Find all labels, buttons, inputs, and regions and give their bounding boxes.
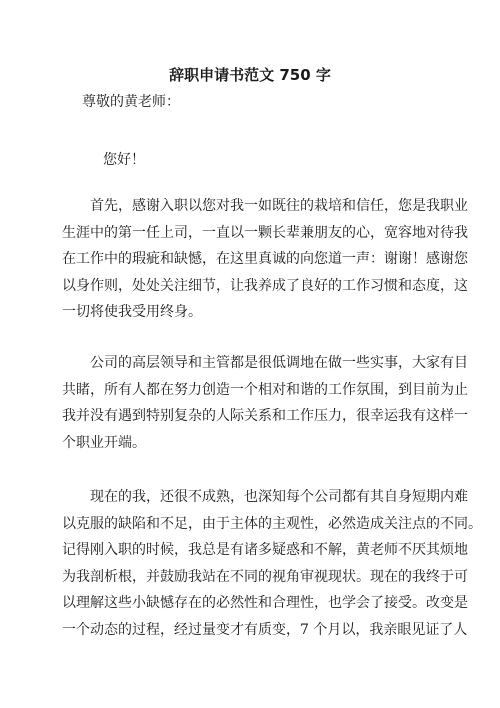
text-line: 公司的高层领导和主管都是很低调地在做一些实事，大家有目 (62, 355, 468, 371)
text-line: 一个动态的过程，经过量变才有质变，7 个月以，我亲眼见证了人 (62, 621, 468, 638)
text-line: 为我剖析根，并鼓励我站在不同的视角审视现状。现在的我终于可 (62, 568, 468, 585)
text-line: 以理解这些小缺憾存在的必然性和合理性，也学会了接受。改变是 (62, 595, 468, 611)
text-line: 首先，感谢入职以您对我一如既往的栽培和信任，您是我职业 (62, 198, 468, 214)
text-line: 以身作则，处处关注细节，让我养成了良好的工作习惯和态度，这 (62, 277, 468, 294)
text-line: 以克服的缺陷和不足，由于主体的主观性，必然造成关注点的不同。 (62, 515, 482, 532)
document-title: 辞职申请书范文 750 字 (169, 66, 331, 84)
greeting: 您好！ (103, 152, 145, 168)
text-line: 记得刚入职的时候，我总是有诸多疑惑和不解，黄老师不厌其烦地 (62, 542, 468, 558)
text-line: 共睹，所有人都在努力创造一个相对和谐的工作氛围，到目前为止 (62, 381, 468, 398)
text-line: 我并没有遇到特别复杂的人际关系和工作压力，很幸运我有这样一 (62, 408, 468, 424)
paragraph-1 (62, 193, 468, 326)
text-line: 个职业开端。 (62, 434, 146, 451)
paragraph-2 (62, 350, 468, 456)
paragraph-3 (62, 484, 482, 643)
text-line: 现在的我，还很不成熟，也深知每个公司都有其自身短期内难 (62, 489, 468, 505)
text-line: 生涯中的第一任上司，一直以一颗长辈兼朋友的心，宽容地对待我 (62, 224, 468, 241)
salutation: 尊敬的黄老师： (82, 94, 180, 110)
text-line: 在工作中的瑕疵和缺憾，在这里真诚的向您道一声：谢谢！感谢您 (62, 251, 468, 267)
text-line: 一切将使我受用终身。 (62, 304, 202, 320)
